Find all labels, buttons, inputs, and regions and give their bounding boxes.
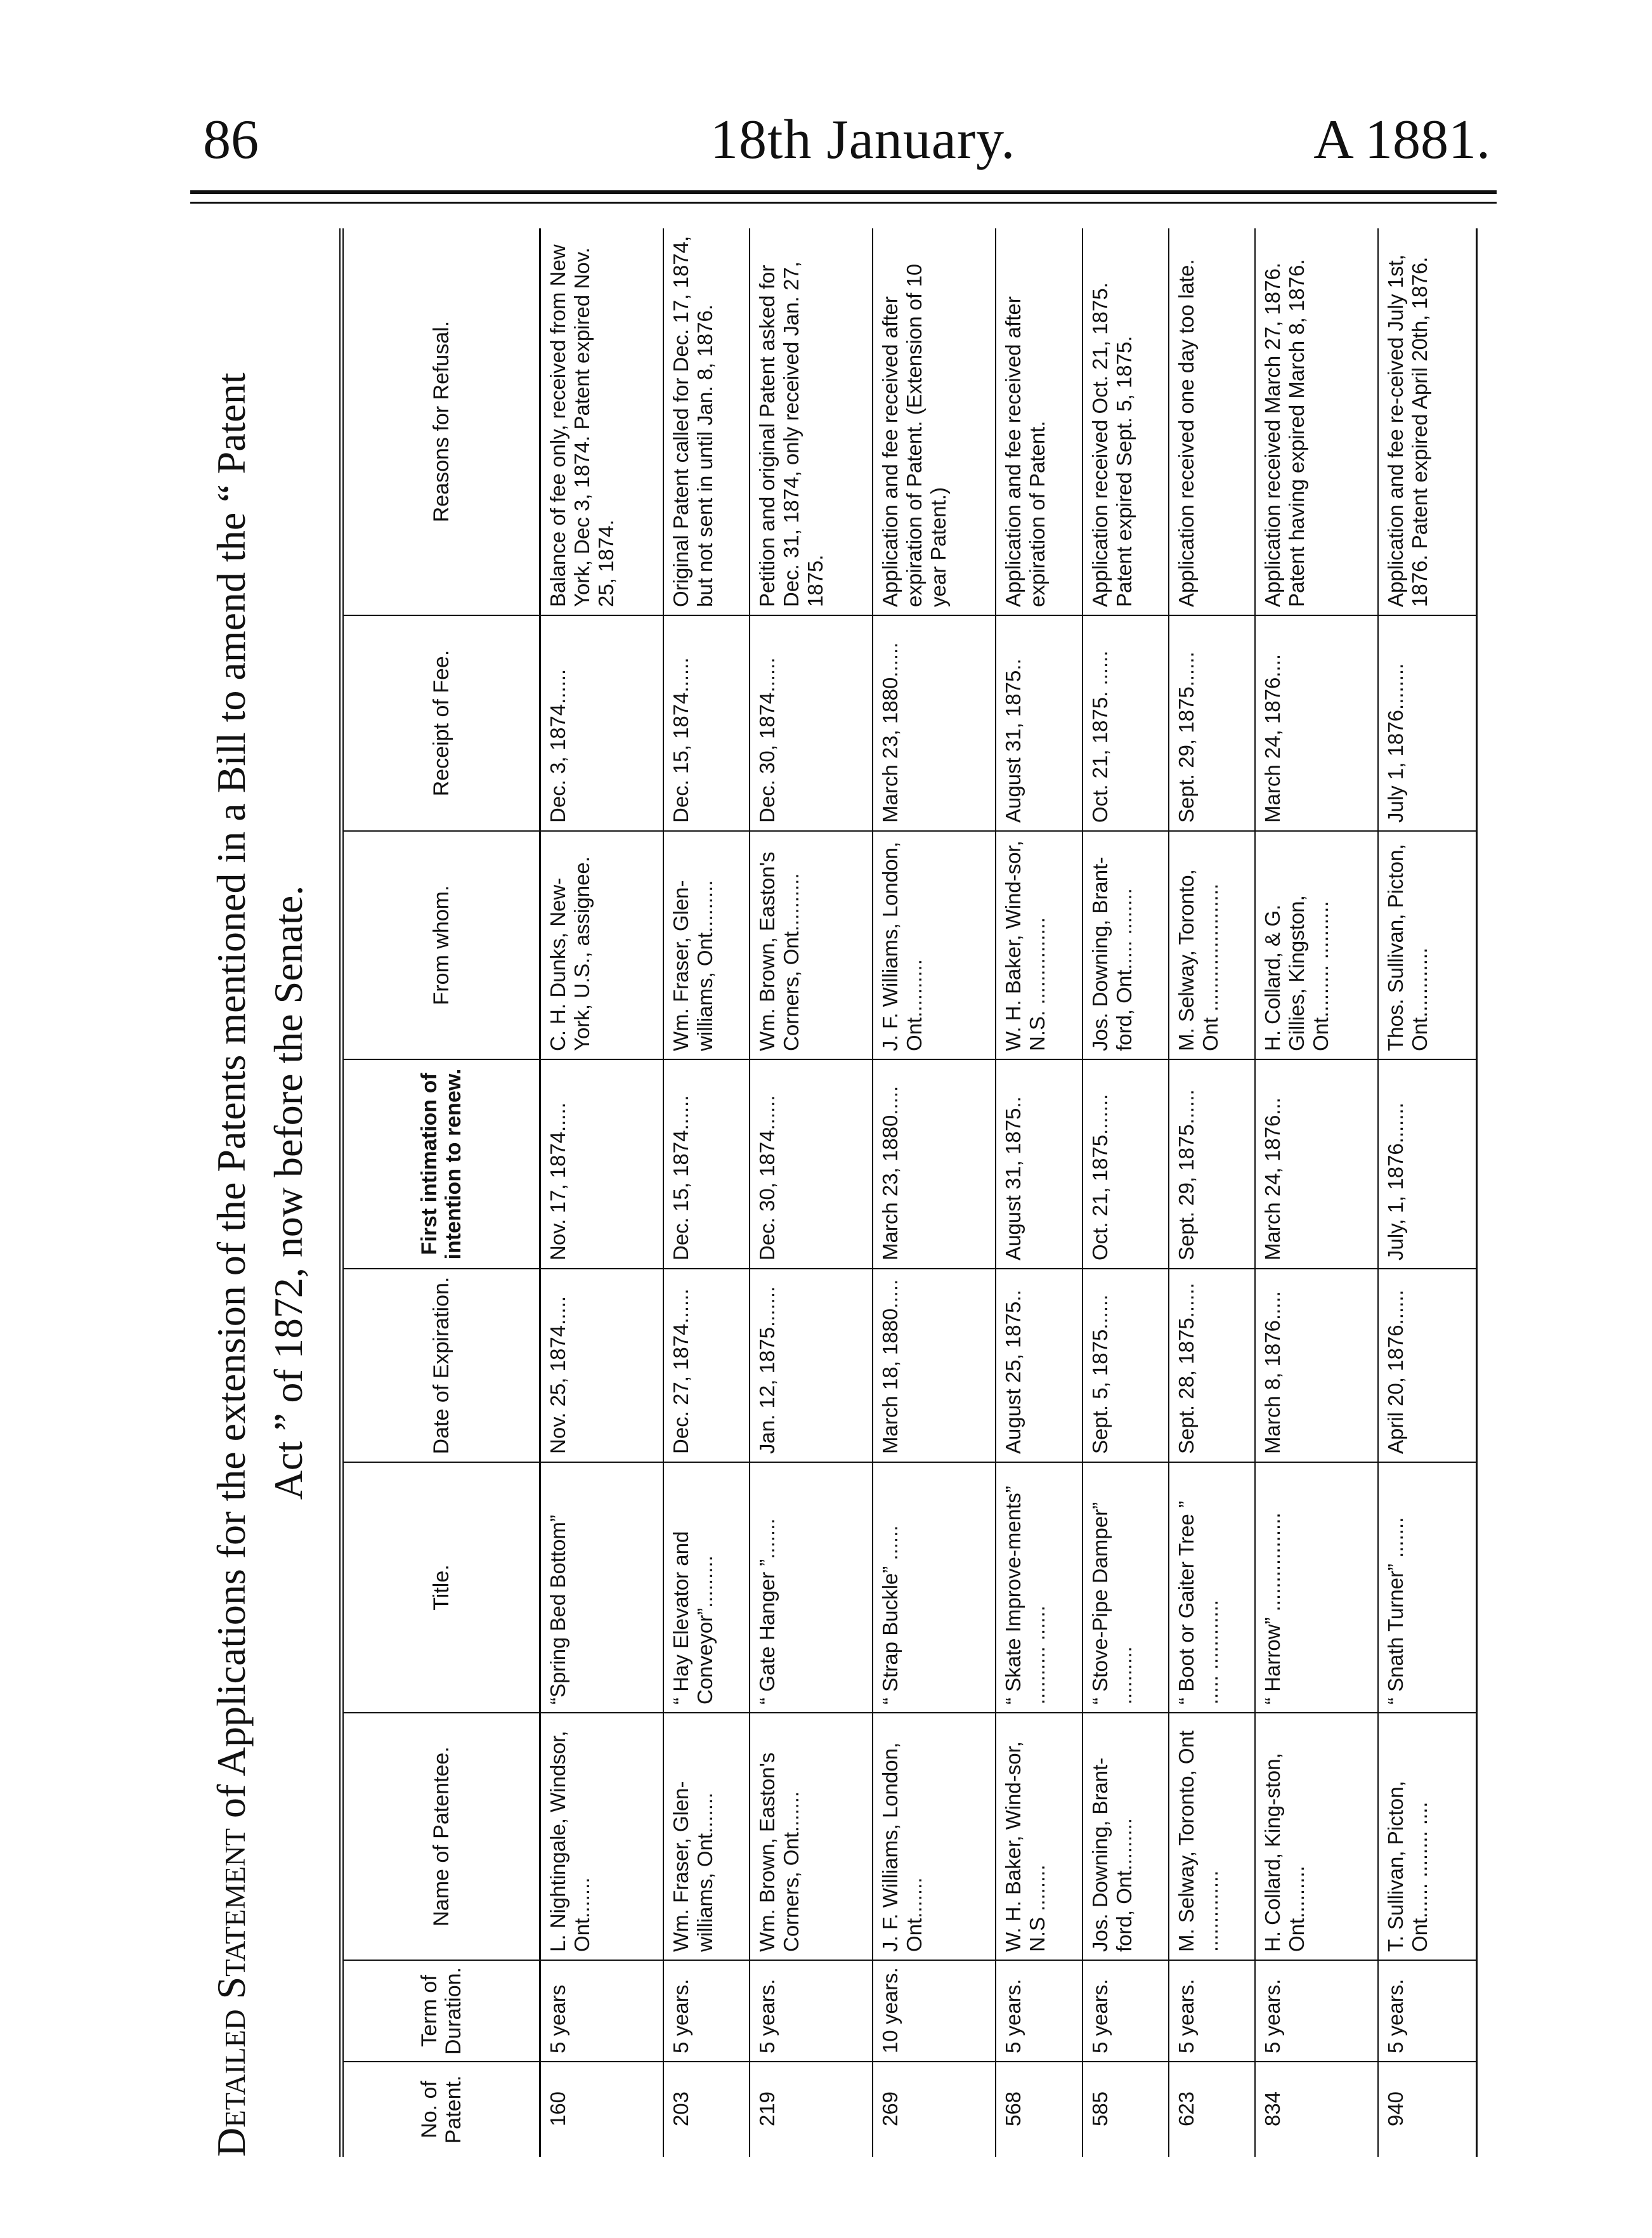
cell-term: 5 years. xyxy=(996,1960,1082,2062)
header-rule-thin xyxy=(190,202,1497,204)
cell-expiration: March 18, 1880..... xyxy=(873,1269,996,1462)
title-line-2: Act ” of 1872, now before the Senate. xyxy=(266,885,311,1500)
table-filler-row xyxy=(1464,228,1477,2157)
cell-term: 5 years. xyxy=(750,1960,873,2062)
rotated-statement xyxy=(203,228,1484,2157)
table-row xyxy=(873,228,996,2157)
cell-reasons: Petition and original Patent asked for Dec. 31, 1874, only received Jan. 27, 1875. xyxy=(750,228,873,615)
cell-term: 5 years. xyxy=(663,1960,750,2062)
cell-patentee: J. F. Williams, London, Ont....... xyxy=(873,1713,996,1960)
cell-patentee: Wm. Fraser, Glen-williams, Ont....... xyxy=(663,1713,750,1960)
cell-term: 5 years. xyxy=(1378,1960,1464,2062)
cell-patent-no: 203 xyxy=(663,2062,750,2157)
cell-expiration: March 8, 1876..... xyxy=(1255,1269,1378,1462)
cell-from-whom: J. F. Williams, London, Ont.......... xyxy=(873,831,996,1059)
cell-patentee: W. H. Baker, Wind-sor, N.S ........ xyxy=(996,1713,1082,1960)
cell-receipt: Dec. 15, 1874...... xyxy=(663,615,750,831)
cell-intimation: March 24, 1876... xyxy=(1255,1059,1378,1269)
cell-term: 5 years xyxy=(540,1960,664,2062)
cell-patentee: Wm. Brown, Easton's Corners, Ont....... xyxy=(750,1713,873,1960)
cell-patent-no: 269 xyxy=(873,2062,996,2157)
cell-patentee: T. Sullivan, Picton, Ont...... ........ .... xyxy=(1378,1713,1464,1960)
cell-receipt: July 1, 1876........ xyxy=(1378,615,1464,831)
cell-reasons: Balance of fee only, received from New York, Dec 3, 1874. Patent expired Nov. 25, 1874. xyxy=(546,244,618,607)
cell-intimation: Dec. 30, 1874...... xyxy=(750,1059,873,1269)
page-header xyxy=(203,89,1490,171)
cell-intimation: August 31, 1875.. xyxy=(996,1059,1082,1269)
cell-from-whom: C. H. Dunks, New-York, U.S., assignee. xyxy=(540,831,664,1059)
cell-expiration: Jan. 12, 1875....... xyxy=(750,1269,873,1462)
cell-expiration: Dec. 27, 1874...... xyxy=(663,1269,750,1462)
cell-expiration: August 25, 1875.. xyxy=(996,1269,1082,1462)
table-row xyxy=(1255,228,1378,2157)
cell-from-whom: Wm. Fraser, Glen-williams, Ont......... xyxy=(663,831,750,1059)
cell-intimation: July, 1, 1876....... xyxy=(1378,1059,1464,1269)
col-header-patent-no: No. of Patent. xyxy=(342,2062,540,2157)
cell-reasons: Application received March 27, 1876. Patent having expired March 8, 1876. xyxy=(1255,228,1378,615)
cell-title: “ Stove-Pipe Damper” .......... xyxy=(1083,1462,1169,1713)
col-header-patentee: Name of Patentee. xyxy=(342,1713,540,1960)
cell-expiration: April 20, 1876...... xyxy=(1378,1269,1464,1462)
cell-patentee: Jos. Downing, Brant-ford, Ont......... xyxy=(1083,1713,1169,1960)
table-row xyxy=(1169,228,1255,2157)
title-line-1-text: of Applications for the extension of the Patents mentioned in a Bill to amend the “ Patent xyxy=(209,372,254,1828)
cell-receipt: March 24, 1876.... xyxy=(1255,615,1378,831)
col-header-term: Term of Duration. xyxy=(342,1960,540,2062)
cell-term: 5 years. xyxy=(1169,1960,1255,2062)
cell-patent-no: 219 xyxy=(750,2062,873,2157)
cell-patent-no: 940 xyxy=(1378,2062,1464,2157)
cell-receipt: Sept. 29, 1875...... xyxy=(1169,615,1255,831)
cell-patentee: H. Collard, King-ston, Ont......... xyxy=(1255,1713,1378,1960)
cell-reasons: Original Patent called for Dec. 17, 1874, but not sent in until Jan. 8, 1876. xyxy=(663,228,750,615)
cell-patent-no: 568 xyxy=(996,2062,1082,2157)
cell-expiration: Sept. 28, 1875...... xyxy=(1169,1269,1255,1462)
cell-title: “ Hay Elevator and Conveyor”......... xyxy=(663,1462,750,1713)
cell-patent-no: 585 xyxy=(1083,2062,1169,2157)
table-row xyxy=(750,228,873,2157)
cell-title: “ Skate Improve-ments” .......... ...... xyxy=(996,1462,1082,1713)
table-row xyxy=(663,228,750,2157)
cell-reasons: Application received Oct. 21, 1875. Patent expired Sept. 5, 1875. xyxy=(1083,228,1169,615)
table-header-row xyxy=(342,228,540,2157)
table-row xyxy=(1378,228,1464,2157)
cell-title: “Spring Bed Bottom” xyxy=(540,1462,664,1713)
cell-title: “ Gate Hanger ”....... xyxy=(750,1462,873,1713)
col-header-intimation: First intimation of intention to renew. xyxy=(342,1059,540,1269)
cell-reasons: Application received one day too late. xyxy=(1169,228,1255,615)
patents-table xyxy=(339,228,1478,2157)
col-header-reasons: Reasons for Refusal. xyxy=(342,228,540,615)
cell-term: 5 years. xyxy=(1255,1960,1378,2062)
cell-from-whom: Thos. Sullivan, Picton, Ont............ xyxy=(1378,831,1464,1059)
cell-intimation: Dec. 15, 1874...... xyxy=(663,1059,750,1269)
cell-title: “ Snath Turner” ....... xyxy=(1378,1462,1464,1713)
page-number: 86 xyxy=(203,109,259,171)
col-header-receipt: Receipt of Fee. xyxy=(342,615,540,831)
table-row xyxy=(1083,228,1169,2157)
cell-patent-no: 834 xyxy=(1255,2062,1378,2157)
cell-receipt: Dec. 30, 1874...... xyxy=(750,615,873,831)
cell-intimation: Sept. 29, 1875...... xyxy=(1169,1059,1255,1269)
cell-title: “ Strap Buckle” ...... xyxy=(873,1462,996,1713)
cell-patentee: L. Nightingale, Windsor, Ont....... xyxy=(540,1713,664,1960)
cell-title: “ Boot or Gaiter Tree ” ..... ............ xyxy=(1169,1462,1255,1713)
cell-intimation: March 23, 1880..... xyxy=(873,1059,996,1269)
cell-term: 5 years. xyxy=(1083,1960,1169,2062)
cell-reasons: Application and fee re-ceived July 1st, 1876. Patent expired April 20th, 1876. xyxy=(1378,228,1464,615)
col-header-expiration: Date of Expiration. xyxy=(342,1269,540,1462)
cell-expiration: Sept. 5, 1875...... xyxy=(1083,1269,1169,1462)
cell-from-whom: Jos. Downing, Brant-ford, Ont..... ........ xyxy=(1083,831,1169,1059)
cell-intimation: Oct. 21, 1875....... xyxy=(1083,1059,1169,1269)
cell-from-whom: M. Selway, Toronto, Ont ...................... xyxy=(1169,831,1255,1059)
cell-patentee: M. Selway, Toronto, Ont .............. xyxy=(1169,1713,1255,1960)
cell-patent-no: 623 xyxy=(1169,2062,1255,2157)
statement-title xyxy=(203,228,330,2157)
cell-receipt: March 23, 1880...... xyxy=(873,615,996,831)
table-row xyxy=(540,228,664,2157)
col-header-from-whom: From whom. xyxy=(342,831,540,1059)
title-lead: Detailed Statement xyxy=(209,1828,254,2157)
page-year: A 1881. xyxy=(1313,109,1490,171)
cell-reasons: Application and fee received after expiration of Patent. xyxy=(996,228,1082,615)
header-rule-thick xyxy=(190,190,1497,194)
cell-intimation: Nov. 17, 1874..... xyxy=(540,1059,664,1269)
cell-receipt: Dec. 3, 1874...... xyxy=(540,615,664,831)
title-line-1 xyxy=(203,228,260,2157)
cell-from-whom: W. H. Baker, Wind-sor, N.S. ............... xyxy=(996,831,1082,1059)
cell-from-whom: H. Collard, & G. Gillies, Kingston, Ont......... .......... xyxy=(1255,831,1378,1059)
cell-title: “ Harrow” ................. xyxy=(1255,1462,1378,1713)
cell-receipt: Oct. 21, 1875. ...... xyxy=(1083,615,1169,831)
cell-reasons: Application and fee received after expiration of Patent. (Extension of 10 year Patent.) xyxy=(873,228,996,615)
page-date: 18th January. xyxy=(710,109,1016,171)
table-row xyxy=(996,228,1082,2157)
cell-expiration: Nov. 25, 1874..... xyxy=(540,1269,664,1462)
cell-patent-no: 160 xyxy=(540,2062,664,2157)
col-header-title: Title. xyxy=(342,1462,540,1713)
cell-from-whom: Wm. Brown, Easton's Corners, Ont.......... xyxy=(750,831,873,1059)
cell-term: 10 years. xyxy=(873,1960,996,2062)
cell-receipt: August 31, 1875.. xyxy=(996,615,1082,831)
